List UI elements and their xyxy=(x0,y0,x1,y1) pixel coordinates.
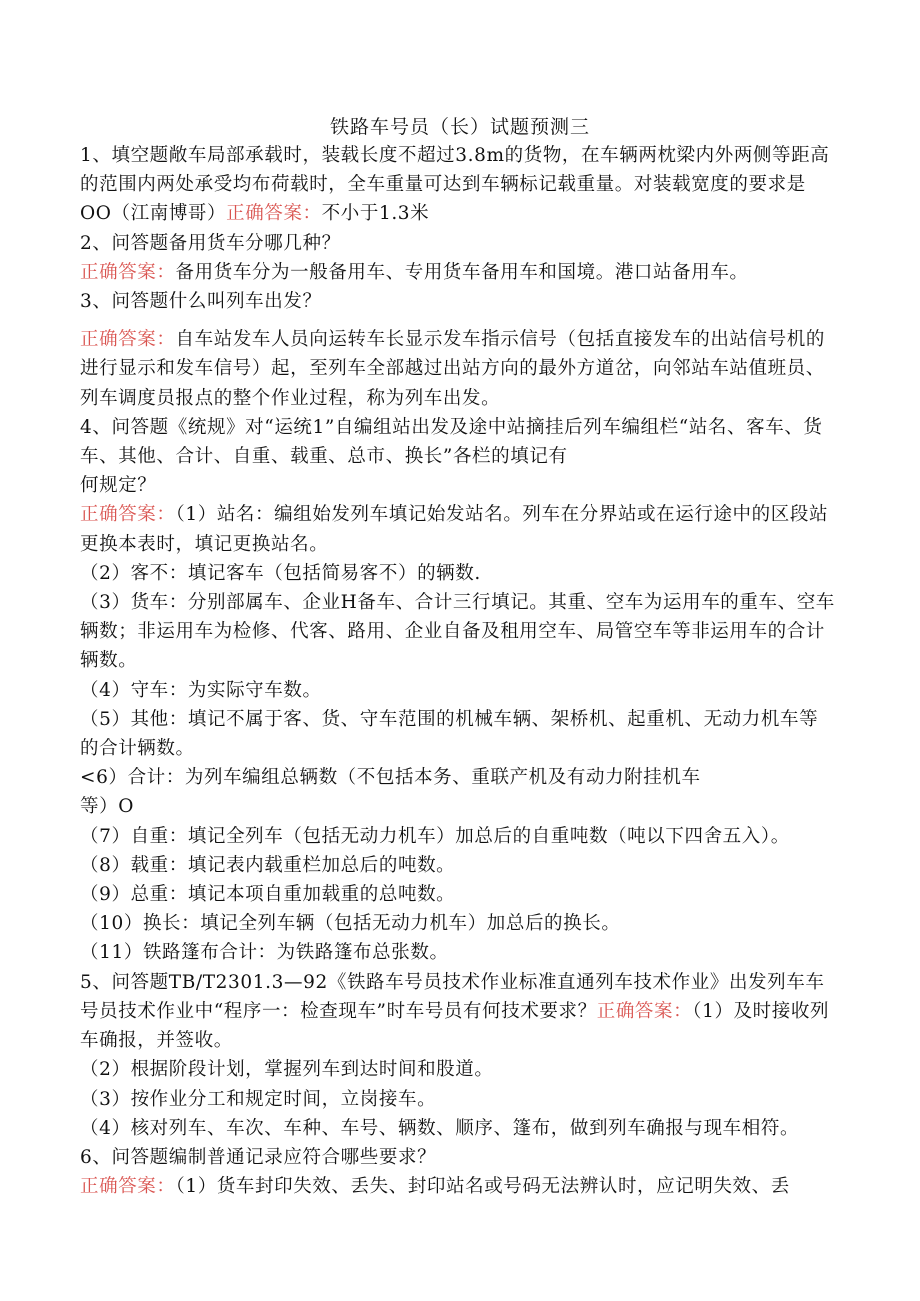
document-title: 铁路车号员（长）试题预测三 xyxy=(329,116,590,138)
answer-label: 正确答案： xyxy=(226,203,322,225)
question-text: 1、填空题敞车局部承载时，装载长度不超过3.8m的货物，在车辆两枕梁内外两侧等距高的范围内两处承受均布荷载时，全车重量可达到车辆标记载重量。对装载宽度的要求是OO（江南博哥） xyxy=(80,145,830,225)
question-4: 4、问答题《统规》对“运统1”自编组站出发及途中站摘挂后列车编组栏“站名、客车、货车、其他、合计、自重、载重、总市、换长”各栏的填记有 xyxy=(80,416,823,468)
question-1 xyxy=(80,141,835,229)
answer-4-item: 等）O xyxy=(80,796,134,818)
answer-label: 正确答案： xyxy=(80,1176,176,1198)
answer-text: 备用货车分为一般备用车、专用货车备用车和国境。港口站备用车。 xyxy=(175,261,749,283)
answer-label: 正确答案： xyxy=(596,1000,693,1022)
question-3: 3、问答题什么叫列车出发？ xyxy=(80,291,322,313)
answer-text: 不小于1.3米 xyxy=(321,203,430,225)
answer-4-item: （8）载重：填记表内载重栏加总后的吨数。 xyxy=(80,854,456,876)
answer-4-item: （5）其他：填记不属于客、货、守车范围的机械车辆、架桥机、起重机、无动力机车等的合计辆数。 xyxy=(80,708,819,760)
answer-2 xyxy=(80,258,835,287)
answer-text: （1）站名：编组始发列车填记始发站名。列车在分界站或在运行途中的区段站更换本表时，填记更换站名。 xyxy=(80,504,829,555)
document-body xyxy=(80,141,835,1201)
answer-text: （1）货车封印失效、丢失、封印站名或号码无法辨认时，应记明失效、丢 xyxy=(175,1176,790,1198)
answer-4-item: <6）合计：为列车编组总辆数（不包括本务、重联产机及有动力附挂机车 xyxy=(80,767,701,789)
answer-label: 正确答案： xyxy=(80,261,176,283)
answer-label: 正确答案： xyxy=(80,504,176,526)
answer-text: 自车站发车人员向运转车长显示发车指示信号（包括直接发车的出站信号机的进行显示和发车信号）起，至列车全部越过出站方向的最外方道岔，向邻站车站值班员、列车调度员报点的整个作业过程，称为列车出发。 xyxy=(80,329,825,409)
answer-3 xyxy=(80,325,835,413)
answer-4-item: （3）货车：分别部属车、企业H备车、合计三行填记。其重、空车为运用车的重车、空车辆数；非运用车为检修、代客、路用、企业自备及租用空车、局管空车等非运用车的合计辆数。 xyxy=(80,592,835,672)
answer-6 xyxy=(80,1172,835,1201)
answer-4-item: （2）客不：填记客车（包括简易客不）的辆数. xyxy=(80,562,481,584)
answer-4 xyxy=(80,500,835,558)
answer-5-item: （3）按作业分工和规定时间，立岗接车。 xyxy=(80,1088,437,1110)
answer-4-item: （9）总重：填记本项自重加载重的总吨数。 xyxy=(80,884,456,906)
answer-5-item: （4）核对列车、车次、车种、车号、辆数、顺序、篷布，做到列车确报与现车相符。 xyxy=(80,1117,800,1139)
answer-label: 正确答案： xyxy=(80,329,176,351)
answer-5-item: （2）根据阶段计划，掌握列车到达时间和股道。 xyxy=(80,1059,494,1081)
question-5 xyxy=(80,968,835,1056)
answer-4-item: （11）铁路篷布合计：为铁路篷布总张数。 xyxy=(80,942,449,964)
question-text: 5、问答题TB/T2301.3—92《铁路车号员技术作业标准直通列车技术作业》出发列车车号员技术作业中“程序一：检查现车”时车号员有何技术要求？ xyxy=(80,971,825,1022)
question-2: 2、问答题备用货车分哪几种？ xyxy=(80,232,341,254)
answer-4-item: （4）守车：为实际守车数。 xyxy=(80,679,322,701)
answer-text: （1）及时接收列车确报，并签收。 xyxy=(80,1000,830,1052)
question-6: 6、问答题编制普通记录应符合哪些要求？ xyxy=(80,1146,437,1168)
answer-4-item: （7）自重：填记全列车（包括无动力机车）加总后的自重吨数（吨以下四舍五入）。 xyxy=(80,825,790,847)
question-4-cont: 何规定？ xyxy=(80,475,157,497)
answer-4-item: （10）换长：填记全列车辆（包括无动力机车）加总后的换长。 xyxy=(80,913,621,935)
